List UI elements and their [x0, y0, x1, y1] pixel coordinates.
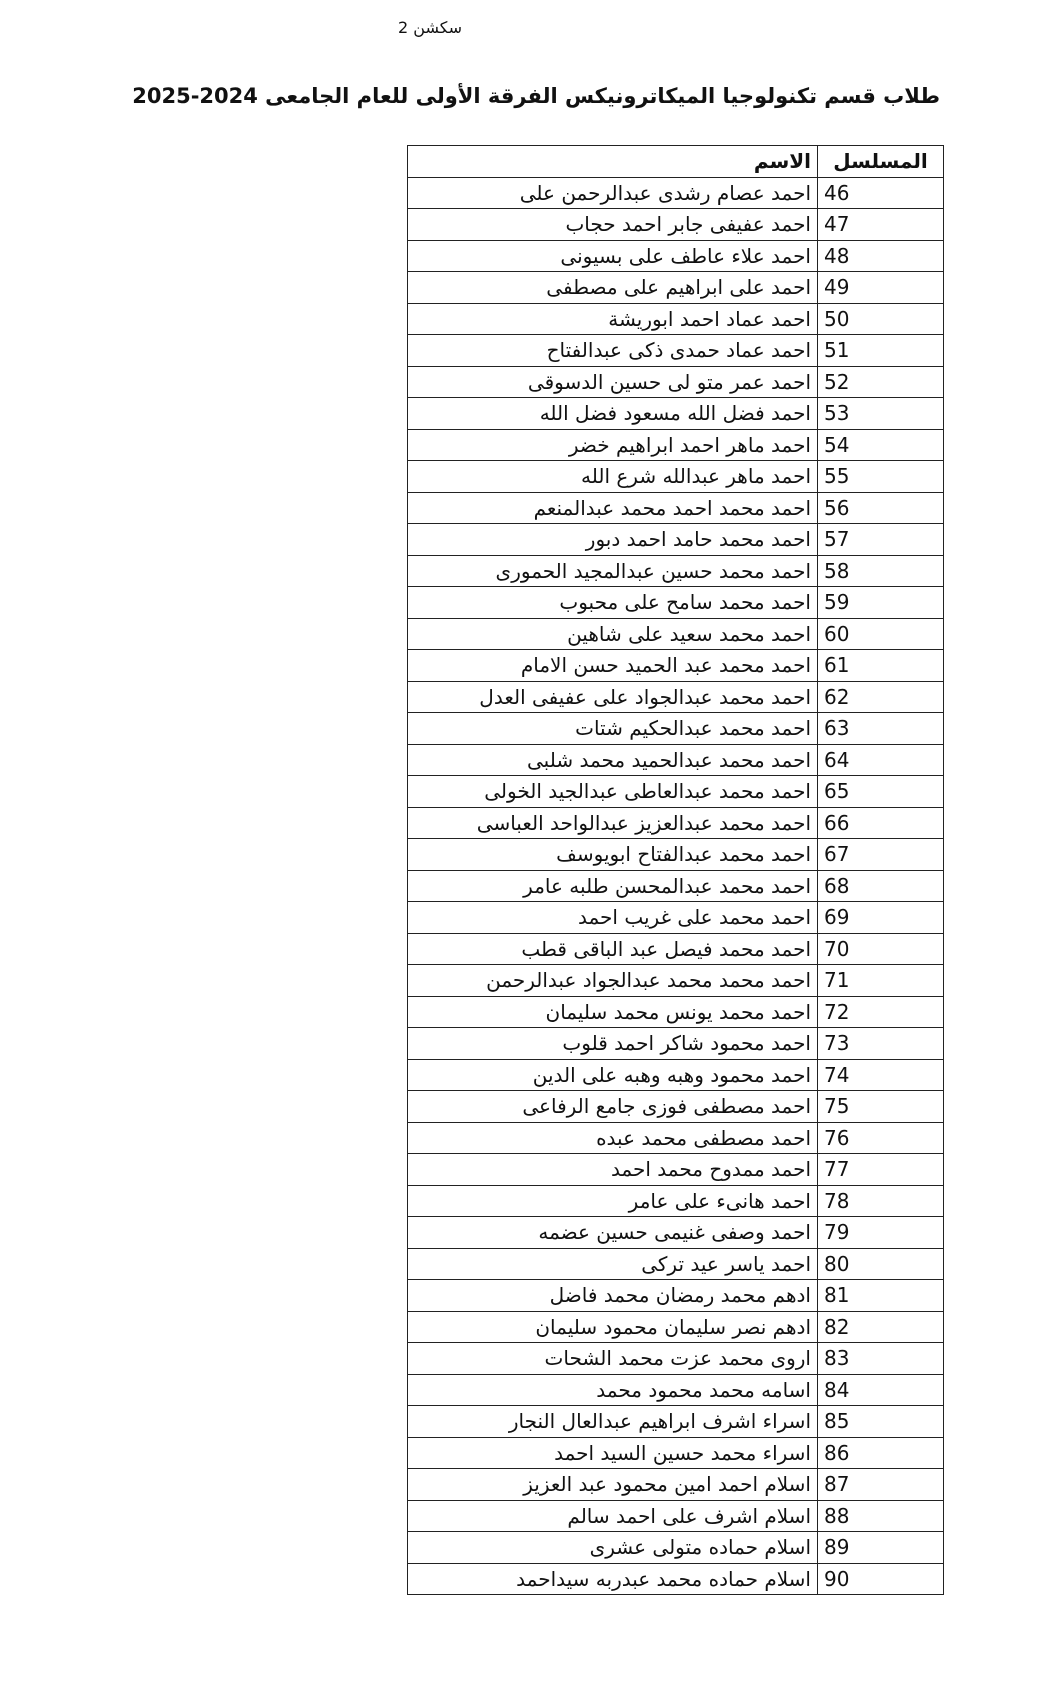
- row-name: احمد على ابراهيم على مصطفى: [408, 272, 818, 304]
- table-body: [408, 177, 944, 1595]
- row-serial: 63: [818, 713, 944, 745]
- table-row: [408, 587, 944, 619]
- row-serial: 61: [818, 650, 944, 682]
- row-name: اسامه محمد محمود محمد: [408, 1374, 818, 1406]
- document-title: طلاب قسم تكنولوجيا الميكاترونيكس الفرقة الأولى للعام الجامعى 2024-2025: [132, 84, 940, 108]
- table-row: [408, 902, 944, 934]
- table-row: [408, 1532, 944, 1564]
- row-serial: 54: [818, 429, 944, 461]
- table-row: [408, 492, 944, 524]
- table-row: [408, 524, 944, 556]
- row-name: احمد ماهر احمد ابراهيم خضر: [408, 429, 818, 461]
- row-serial: 53: [818, 398, 944, 430]
- table-row: [408, 366, 944, 398]
- row-name: احمد محمود شاكر احمد قلوب: [408, 1028, 818, 1060]
- row-serial: 66: [818, 807, 944, 839]
- students-table: [407, 145, 944, 1595]
- table-row: [408, 933, 944, 965]
- row-name: احمد محمد حامد احمد دبور: [408, 524, 818, 556]
- table-row: [408, 209, 944, 241]
- row-serial: 68: [818, 870, 944, 902]
- row-serial: 75: [818, 1091, 944, 1123]
- row-name: اسلام اشرف على احمد سالم: [408, 1500, 818, 1532]
- table-row: [408, 398, 944, 430]
- row-serial: 88: [818, 1500, 944, 1532]
- row-name: احمد هانىء على عامر: [408, 1185, 818, 1217]
- row-name: احمد مصطفى محمد عبده: [408, 1122, 818, 1154]
- table-row: [408, 807, 944, 839]
- row-serial: 86: [818, 1437, 944, 1469]
- row-serial: 89: [818, 1532, 944, 1564]
- table-row: [408, 1059, 944, 1091]
- table-row: [408, 1185, 944, 1217]
- row-name: ادهم محمد رمضان محمد فاضل: [408, 1280, 818, 1312]
- row-serial: 70: [818, 933, 944, 965]
- row-serial: 87: [818, 1469, 944, 1501]
- table-row: [408, 713, 944, 745]
- table-row: [408, 744, 944, 776]
- table-row: [408, 996, 944, 1028]
- row-serial: 69: [818, 902, 944, 934]
- row-serial: 46: [818, 177, 944, 209]
- row-serial: 71: [818, 965, 944, 997]
- table-row: [408, 1154, 944, 1186]
- row-serial: 50: [818, 303, 944, 335]
- table-row: [408, 1469, 944, 1501]
- row-serial: 73: [818, 1028, 944, 1060]
- row-serial: 60: [818, 618, 944, 650]
- table-row: [408, 839, 944, 871]
- row-serial: 80: [818, 1248, 944, 1280]
- table-row: [408, 870, 944, 902]
- row-serial: 57: [818, 524, 944, 556]
- row-name: احمد ممدوح محمد احمد: [408, 1154, 818, 1186]
- row-name: اسراء محمد حسين السيد احمد: [408, 1437, 818, 1469]
- row-name: احمد محمود وهبه وهبه على الدين: [408, 1059, 818, 1091]
- row-name: احمد محمد عبدالعاطى عبدالجيد الخولى: [408, 776, 818, 808]
- section-label: سكشن 2: [398, 18, 462, 37]
- row-name: احمد محمد فيصل عبد الباقى قطب: [408, 933, 818, 965]
- row-name: احمد محمد عبد الحميد حسن الامام: [408, 650, 818, 682]
- row-name: اروى محمد عزت محمد الشحات: [408, 1343, 818, 1375]
- table-row: [408, 240, 944, 272]
- table-row: [408, 965, 944, 997]
- row-serial: 79: [818, 1217, 944, 1249]
- row-serial: 56: [818, 492, 944, 524]
- row-name: احمد محمد سعيد على شاهين: [408, 618, 818, 650]
- table-row: [408, 1217, 944, 1249]
- row-name: احمد مصطفى فوزى جامع الرفاعى: [408, 1091, 818, 1123]
- row-name: احمد عفيفى جابر احمد حجاب: [408, 209, 818, 241]
- table-row: [408, 1091, 944, 1123]
- row-name: احمد محمد عبدالمحسن طلبه عامر: [408, 870, 818, 902]
- table-row: [408, 650, 944, 682]
- row-serial: 49: [818, 272, 944, 304]
- row-serial: 62: [818, 681, 944, 713]
- row-serial: 67: [818, 839, 944, 871]
- column-header-serial: المسلسل: [818, 146, 944, 178]
- table-row: [408, 1374, 944, 1406]
- row-serial: 64: [818, 744, 944, 776]
- table-row: [408, 555, 944, 587]
- row-serial: 74: [818, 1059, 944, 1091]
- table-row: [408, 177, 944, 209]
- row-name: احمد محمد عبدالحكيم شتات: [408, 713, 818, 745]
- table-row: [408, 1248, 944, 1280]
- row-name: احمد محمد يونس محمد سليمان: [408, 996, 818, 1028]
- row-serial: 59: [818, 587, 944, 619]
- row-name: احمد ياسر عيد تركى: [408, 1248, 818, 1280]
- table-row: [408, 681, 944, 713]
- row-serial: 83: [818, 1343, 944, 1375]
- row-name: احمد ماهر عبدالله شرع الله: [408, 461, 818, 493]
- row-name: احمد محمد عبدالعزيز عبدالواحد العباسى: [408, 807, 818, 839]
- table-row: [408, 1406, 944, 1438]
- table-row: [408, 303, 944, 335]
- table-row: [408, 335, 944, 367]
- row-serial: 52: [818, 366, 944, 398]
- row-serial: 76: [818, 1122, 944, 1154]
- table-row: [408, 1122, 944, 1154]
- row-serial: 47: [818, 209, 944, 241]
- table-row: [408, 1343, 944, 1375]
- row-serial: 48: [818, 240, 944, 272]
- row-serial: 78: [818, 1185, 944, 1217]
- table-row: [408, 1028, 944, 1060]
- row-name: اسلام احمد امين محمود عبد العزيز: [408, 1469, 818, 1501]
- row-name: احمد فضل الله مسعود فضل الله: [408, 398, 818, 430]
- row-serial: 72: [818, 996, 944, 1028]
- table-row: [408, 1311, 944, 1343]
- row-name: ادهم نصر سليمان محمود سليمان: [408, 1311, 818, 1343]
- row-serial: 90: [818, 1563, 944, 1595]
- row-name: احمد محمد على غريب احمد: [408, 902, 818, 934]
- row-name: اسلام حماده متولى عشرى: [408, 1532, 818, 1564]
- row-name: احمد محمد عبدالجواد على عفيفى العدل: [408, 681, 818, 713]
- row-name: اسراء اشرف ابراهيم عبدالعال النجار: [408, 1406, 818, 1438]
- column-header-name: الاسم: [408, 146, 818, 178]
- row-name: اسلام حماده محمد عبدربه سيداحمد: [408, 1563, 818, 1595]
- row-serial: 55: [818, 461, 944, 493]
- row-serial: 77: [818, 1154, 944, 1186]
- row-name: احمد وصفى غنيمى حسين عضمه: [408, 1217, 818, 1249]
- row-name: احمد محمد محمد عبدالجواد عبدالرحمن: [408, 965, 818, 997]
- table-row: [408, 618, 944, 650]
- row-name: احمد محمد سامح على محبوب: [408, 587, 818, 619]
- table-row: [408, 1500, 944, 1532]
- row-serial: 58: [818, 555, 944, 587]
- row-name: احمد محمد حسين عبدالمجيد الحمورى: [408, 555, 818, 587]
- row-name: احمد علاء عاطف على بسيونى: [408, 240, 818, 272]
- row-name: احمد محمد عبدالفتاح ابويوسف: [408, 839, 818, 871]
- row-serial: 65: [818, 776, 944, 808]
- table-row: [408, 1437, 944, 1469]
- row-name: احمد محمد احمد محمد عبدالمنعم: [408, 492, 818, 524]
- row-name: احمد عماد حمدى ذكى عبدالفتاح: [408, 335, 818, 367]
- row-serial: 51: [818, 335, 944, 367]
- table-row: [408, 461, 944, 493]
- row-serial: 82: [818, 1311, 944, 1343]
- table-row: [408, 1563, 944, 1595]
- table-header-row: [408, 146, 944, 178]
- row-name: احمد عماد احمد ابوريشة: [408, 303, 818, 335]
- table-row: [408, 1280, 944, 1312]
- table-row: [408, 272, 944, 304]
- row-serial: 85: [818, 1406, 944, 1438]
- table-row: [408, 776, 944, 808]
- row-name: احمد محمد عبدالحميد محمد شلبى: [408, 744, 818, 776]
- row-name: احمد عمر متو لى حسين الدسوقى: [408, 366, 818, 398]
- row-name: احمد عصام رشدى عبدالرحمن على: [408, 177, 818, 209]
- row-serial: 84: [818, 1374, 944, 1406]
- table-row: [408, 429, 944, 461]
- row-serial: 81: [818, 1280, 944, 1312]
